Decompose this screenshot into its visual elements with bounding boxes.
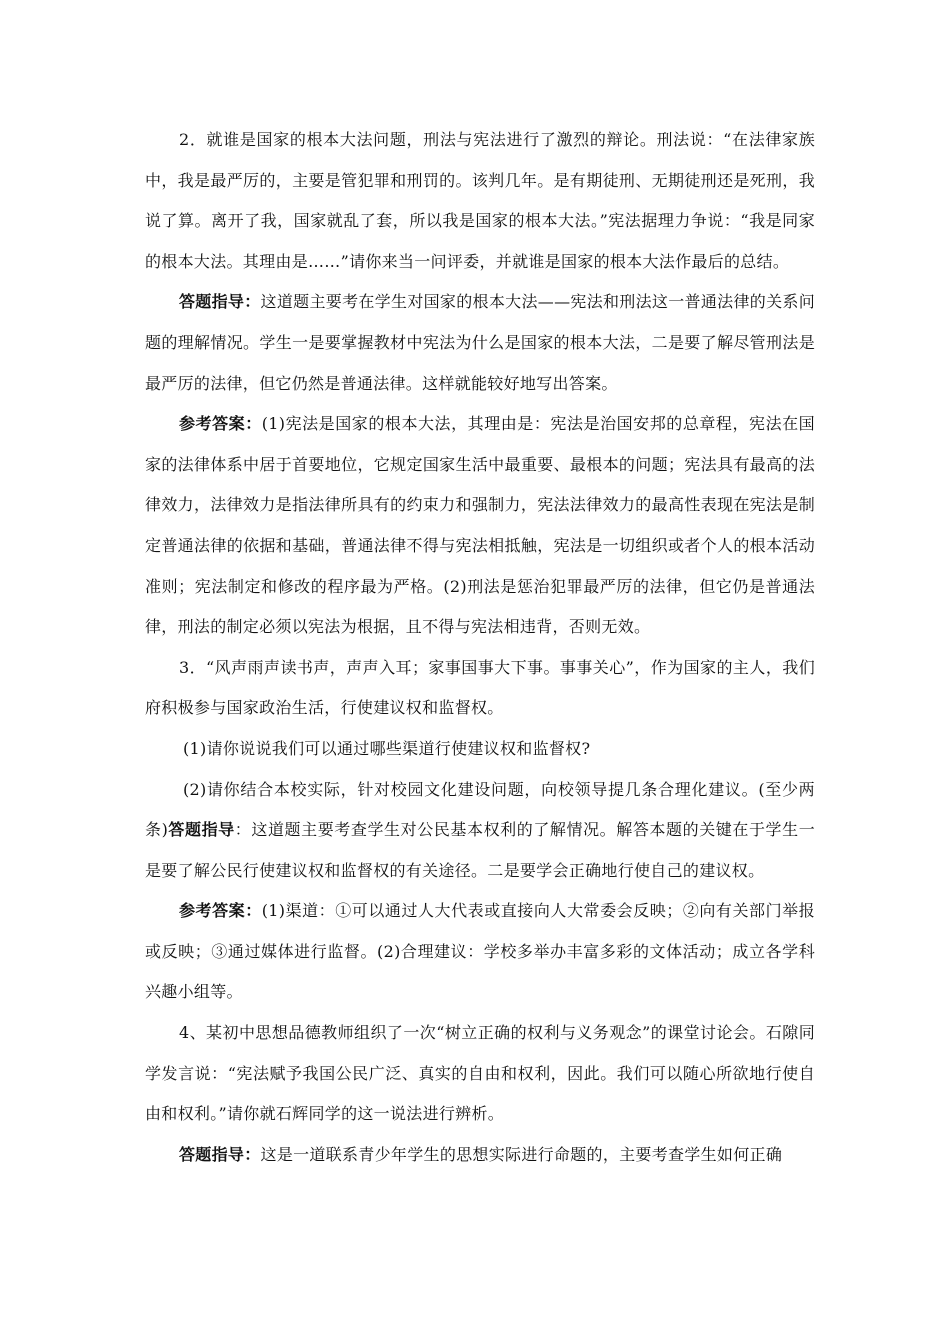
q2-question-text: 2．就谁是国家的根本大法问题，刑法与宪法进行了激烈的辩论。刑法说：“在法律家族中，我是最严厉的，主要是管犯罪和刑罚的。该判几年。是有期徒刑、无期徒刑还是死刑，我说了算。离开了我，国家就乱了套，所以我是国家的根本大法。”宪法据理力争说：“我是同家的根本大法。其理由是……”请你来当一问评委，并就谁是国家的根本大法作最后的总结。 (145, 130, 815, 271)
q3-sub2-text: (2)请你结合本校实际，针对校园文化建设问题，向校领导提几条合理化建议。(至少两条) (145, 779, 815, 840)
q3-answer-label: 参考答案： (179, 901, 262, 921)
q2-answer (145, 404, 815, 648)
q2-answer-text: (1)宪法是国家的根本大法，其理由是：宪法是治国安邦的总章程，宪法在国家的法律体系中居于首要地位，它规定国家生活中最重要、最根本的问题；宪法具有最高的法律效力，法律效力是指法律所具有的约束力和强制力，宪法法律效力的最高性表现在宪法是制定普通法律的依据和基础，普通法律不得与宪法相抵触，宪法是一切组织或者个人的根本活动准则；宪法制定和修改的程序最为严格。(2)刑法是惩治犯罪最严厉的法律，但它仍是普通法律，刑法的制定必须以宪法为根据，且不得与宪法相违背，否则无效。 (145, 414, 815, 637)
q4-guide-text: 这是一道联系青少年学生的思想实际进行命题的，主要考查学生如何正确 (260, 1144, 783, 1164)
q2-guide (145, 282, 815, 404)
q4-question-text: 4、某初中思想品德教师组织了一次“树立正确的权利与义务观念”的课堂讨论会。石隙同学发言说：“宪法赋予我国公民广泛、真实的自由和权利，因此。我们可以随心所欲地行使自由和权利。”请你就石辉同学的这一说法进行辨析。 (145, 1023, 815, 1124)
q3-sub1 (145, 729, 815, 770)
q3-guide-label: 答题指导 (168, 820, 235, 840)
q3-sub2 (145, 770, 815, 892)
q2-guide-label: 答题指导： (179, 292, 261, 312)
q3-answer-text: (1)渠道：①可以通过人大代表或直接向人大常委会反映；②向有关部门举报或反映；③通过媒体进行监督。(2)合理建议：学校多举办丰富多彩的文体活动；成立各学科兴趣小组等。 (145, 901, 815, 1002)
q2-question (145, 120, 815, 282)
q3-guide-text: ：这道题主要考查学生对公民基本权利的了解情况。解答本题的关键在于学生一是要了解公民行使建议权和监督权的有关途径。二是要学会正确地行使自己的建议权。 (145, 820, 816, 880)
q3-question (145, 648, 815, 729)
q2-guide-text: 这道题主要考在学生对国家的根本大法——宪法和刑法这一普通法律的关系问题的理解情况。学生一是要掌握教材中宪法为什么是国家的根本大法，二是要了解尽管刑法是最严厉的法律，但它仍然是普通法律。这样就能较好地写出答案。 (145, 292, 815, 393)
q3-question-text: 3．“风声雨声读书声，声声入耳；家事国事大下事。事事关心”，作为国家的主人，我们府积极参与国家政治生活，行使建议权和监督权。 (145, 657, 815, 718)
q4-guide (145, 1135, 815, 1176)
document-body (145, 120, 815, 1175)
q4-question (145, 1013, 815, 1135)
q4-guide-label: 答题指导： (179, 1144, 261, 1164)
q3-sub1-text: (1)请你说说我们可以通过哪些渠道行使建议权和监督权? (183, 738, 591, 758)
q2-answer-label: 参考答案： (179, 414, 262, 434)
q3-answer (145, 891, 815, 1013)
